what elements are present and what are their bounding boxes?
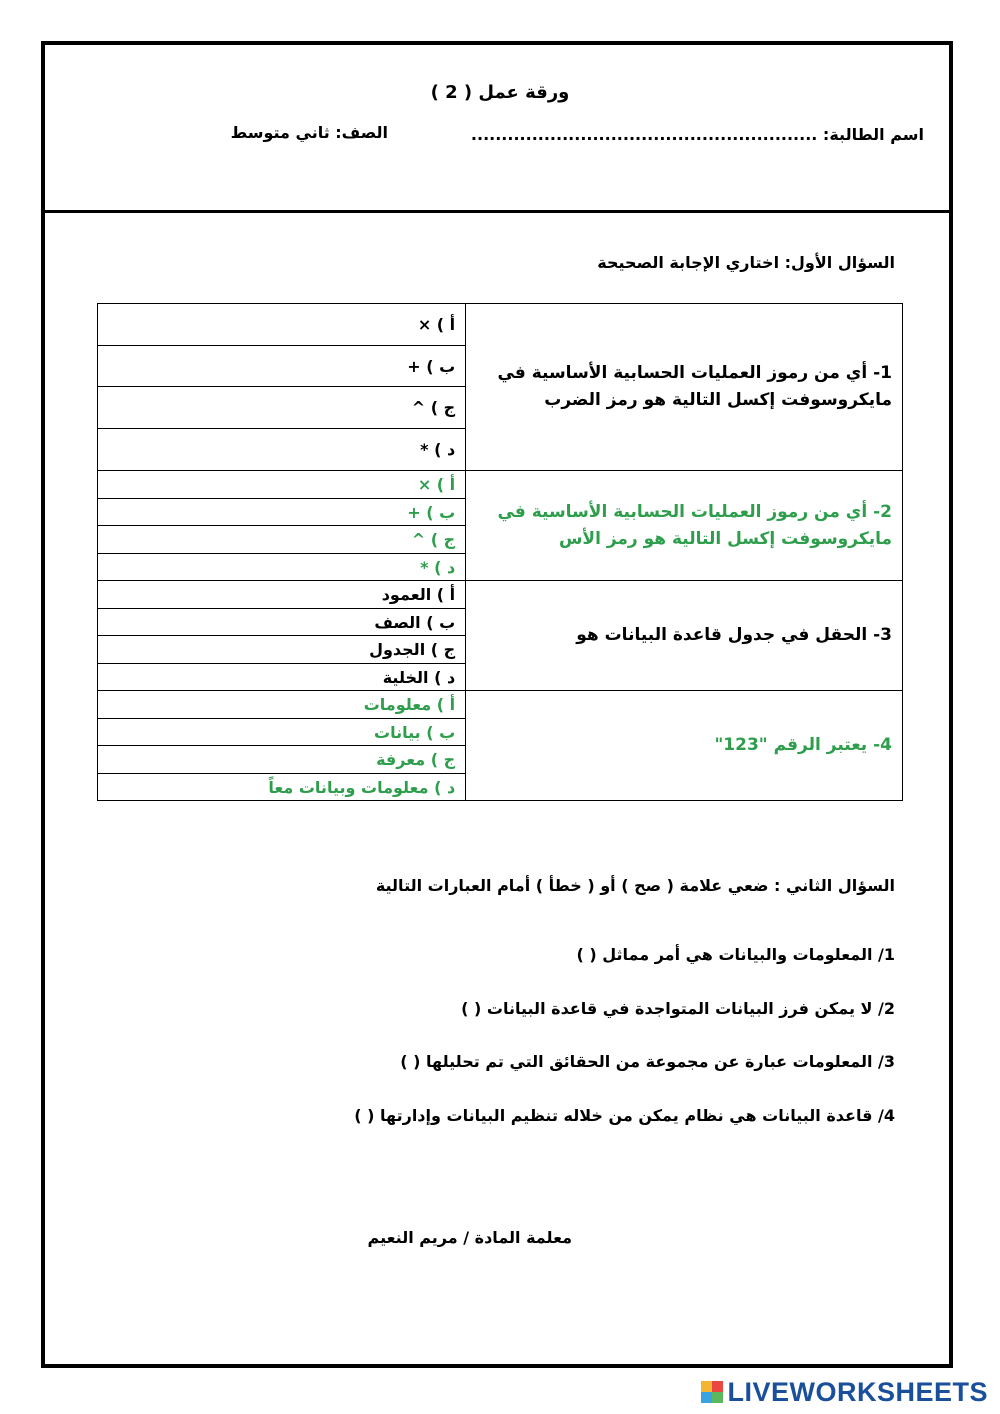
q1-text: 1- أي من رموز العمليات الحسابية الأساسية في مايكروسوفت إكسل التالية هو رمز الضرب <box>466 304 903 471</box>
q3-text: 3- الحقل في جدول قاعدة البيانات هو <box>466 581 903 691</box>
q3-option-a[interactable]: أ ) العمود <box>98 581 466 609</box>
q2-option-a[interactable]: أ ) × <box>98 471 466 499</box>
tf-statement-2[interactable]: 2/ لا يمكن فرز البيانات المتواجدة في قاعدة البيانات ( ) <box>461 999 895 1018</box>
student-name-field[interactable]: اسم الطالبة: ......................................................... <box>470 125 924 144</box>
q1-option-a[interactable]: أ ) × <box>98 304 466 346</box>
question1-heading: السؤال الأول: اختاري الإجابة الصحيحة <box>597 253 895 272</box>
table-row <box>98 581 903 609</box>
class-label: الصف: ثاني متوسط <box>230 123 388 142</box>
q3-option-d[interactable]: د ) الخلية <box>98 664 466 691</box>
brand-text: LIVEWORKSHEETS <box>727 1376 988 1407</box>
q2-option-b[interactable]: ب ) + <box>98 499 466 526</box>
table-row <box>98 471 903 499</box>
liveworksheets-logo-icon <box>701 1381 723 1403</box>
q4-option-c[interactable]: ج ) معرفة <box>98 746 466 774</box>
worksheet-title: ورقة عمل ( 2 ) <box>430 82 570 103</box>
q4-option-a[interactable]: أ ) معلومات <box>98 691 466 719</box>
mcq-table <box>97 303 903 801</box>
q4-option-d[interactable]: د ) معلومات وبيانات معاً <box>98 774 466 801</box>
liveworksheets-brand[interactable] <box>701 1374 988 1410</box>
q2-text: 2- أي من رموز العمليات الحسابية الأساسية في مايكروسوفت إكسل التالية هو رمز الأس <box>466 471 903 581</box>
q4-text: 4- يعتبر الرقم "123" <box>466 691 903 801</box>
q2-option-c[interactable]: ج ) ^ <box>98 526 466 554</box>
q1-option-d[interactable]: د ) * <box>98 429 466 471</box>
question2-heading: السؤال الثاني : ضعي علامة ( صح ) أو ( خطأ ) أمام العبارات التالية <box>375 876 895 895</box>
q3-option-c[interactable]: ج ) الجدول <box>98 636 466 664</box>
tf-statement-1[interactable]: 1/ المعلومات والبيانات هي أمر مماثل ( ) <box>576 945 895 964</box>
q1-option-b[interactable]: ب ) + <box>98 346 466 387</box>
q3-option-b[interactable]: ب ) الصف <box>98 609 466 636</box>
tf-statement-3[interactable]: 3/ المعلومات عبارة عن مجموعة من الحقائق التي تم تحليلها ( ) <box>400 1052 895 1071</box>
teacher-signature: معلمة المادة / مريم النعيم <box>367 1228 572 1247</box>
tf-statement-4[interactable]: 4/ قاعدة البيانات هي نظام يمكن من خلاله تنظيم البيانات وإدارتها ( ) <box>354 1106 895 1125</box>
header-divider <box>45 210 949 213</box>
table-row <box>98 691 903 719</box>
table-row <box>98 304 903 346</box>
q1-option-c[interactable]: ج ) ^ <box>98 387 466 429</box>
q4-option-b[interactable]: ب ) بيانات <box>98 719 466 746</box>
q2-option-d[interactable]: د ) * <box>98 554 466 581</box>
